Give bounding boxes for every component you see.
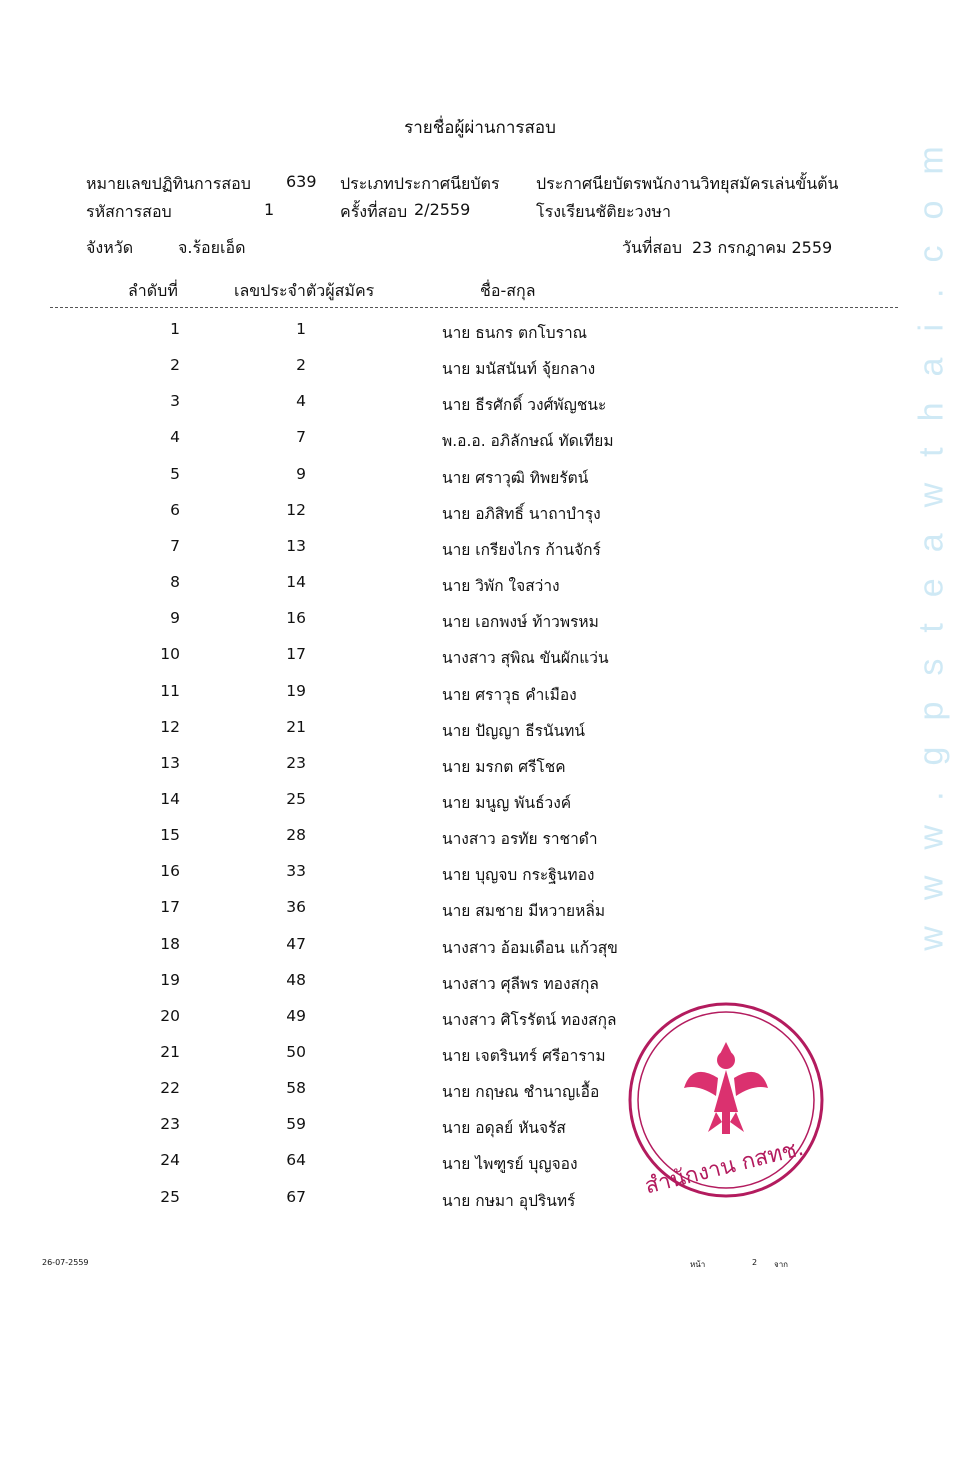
- order-cell: 21: [160, 1043, 180, 1061]
- applicant-id-cell: 2: [296, 356, 306, 375]
- order-cell: 3: [170, 392, 180, 411]
- name-cell: นาย วิพัก ใจสว่าง: [442, 577, 560, 596]
- name-cell: นาย บุญจบ กระฐินทอง: [442, 866, 595, 885]
- table-row: [0, 573, 960, 607]
- table-row: [0, 465, 960, 499]
- name-cell: นาย กฤษณ ชำนาญเอื้อ: [442, 1083, 600, 1102]
- name-cell: นาย ศราวุฒิ ทิพยรัตน์: [442, 468, 589, 487]
- order-cell: 5: [170, 464, 180, 483]
- order-cell: 8: [170, 573, 180, 592]
- column-header-name: ชื่อ-สกุล: [480, 281, 536, 300]
- applicant-id-cell: 7: [296, 428, 306, 447]
- exam-round-label: ครั้งที่สอบ: [340, 202, 408, 221]
- table-row: [0, 790, 960, 824]
- name-cell: นาย ปัญญา ธีรนันทน์: [442, 721, 585, 740]
- name-cell: นาย มนัสนันท์ จุ้ยกลาง: [442, 360, 596, 379]
- page-number: 2: [752, 1258, 758, 1267]
- applicant-id-cell: 58: [286, 1079, 306, 1098]
- exam-date-label: วันที่สอบ: [622, 238, 682, 257]
- applicant-id-cell: 16: [286, 609, 306, 628]
- table-row: [0, 501, 960, 535]
- applicant-id-cell: 33: [286, 862, 306, 881]
- table-row: [0, 862, 960, 896]
- order-cell: 15: [160, 826, 180, 845]
- applicant-id-cell: 48: [286, 970, 306, 989]
- name-cell: นาย เจตรินทร์ ศรีอาราม: [442, 1047, 606, 1065]
- table-row: [0, 320, 960, 354]
- province-value: จ.ร้อยเอ็ด: [178, 238, 246, 257]
- page-label: หน้า: [690, 1260, 706, 1269]
- applicant-id-cell: 25: [286, 789, 306, 808]
- name-cell: นางสาว อ้อมเดือน แก้วสุข: [442, 938, 618, 957]
- name-cell: นางสาว ศิโรรัตน์ ทองสกุล: [442, 1010, 617, 1029]
- order-cell: 12: [160, 717, 180, 736]
- official-seal: [626, 1000, 826, 1200]
- applicant-id-cell: 21: [286, 717, 306, 736]
- name-cell: นาย อดุลย์ หันจรัส: [442, 1119, 566, 1138]
- name-cell: นาย เกรียงไกร ก้านจักร์: [442, 540, 601, 559]
- exam-code-label: รหัสการสอบ: [86, 202, 172, 221]
- name-cell: นางสาว สุพิณ ขันผักแว่น: [442, 649, 609, 668]
- order-cell: 14: [160, 789, 180, 808]
- applicant-id-cell: 12: [286, 500, 306, 519]
- order-cell: 18: [160, 934, 180, 953]
- order-cell: 7: [170, 536, 180, 555]
- order-cell: 16: [160, 862, 180, 881]
- applicant-id-cell: 64: [286, 1151, 306, 1170]
- applicant-id-cell: 28: [286, 826, 306, 845]
- table-row: [0, 682, 960, 716]
- name-cell: นาย ธนกร ตกโบราณ: [442, 324, 588, 342]
- order-cell: 17: [160, 898, 180, 917]
- order-cell: 4: [170, 428, 180, 447]
- order-cell: 2: [170, 356, 180, 375]
- page-suffix: จาก: [774, 1260, 789, 1269]
- name-cell: นาย ธีรศักดิ์ วงศ์พัญชนะ: [442, 396, 607, 415]
- applicant-id-cell: 23: [286, 753, 306, 772]
- table-row: [0, 428, 960, 462]
- table-row: [0, 718, 960, 752]
- applicant-id-cell: 59: [286, 1115, 306, 1134]
- applicant-id-cell: 17: [286, 645, 306, 664]
- applicant-id-cell: 67: [286, 1187, 306, 1206]
- applicant-id-cell: 50: [286, 1043, 306, 1061]
- exam-number-value: 639: [286, 172, 317, 191]
- column-header-applicant-id: เลขประจำตัวผู้สมัคร: [234, 281, 375, 300]
- table-row: [0, 935, 960, 969]
- table-row: [0, 392, 960, 426]
- order-cell: 19: [160, 970, 180, 989]
- print-date: 26-07-2559: [42, 1258, 89, 1267]
- name-cell: นาย สมชาย มีหวายหลิ่ม: [442, 902, 606, 921]
- name-cell: นาย อภิสิทธิ์ นาถาบำรุง: [442, 504, 601, 523]
- province-label: จังหวัด: [86, 238, 134, 257]
- table-row: [0, 754, 960, 788]
- order-cell: 24: [160, 1151, 180, 1170]
- order-cell: 25: [160, 1187, 180, 1206]
- certificate-type-value: ประกาศนียบัตรพนักงานวิทยุสมัครเล่นขั้นต้น: [536, 174, 839, 193]
- order-cell: 13: [160, 753, 180, 772]
- applicant-id-cell: 13: [286, 536, 306, 555]
- applicant-id-cell: 9: [296, 464, 306, 483]
- name-cell: นางสาว อรทัย ราชาดำ: [442, 830, 598, 849]
- applicant-id-cell: 47: [286, 934, 306, 953]
- name-cell: นาย กษมา อุปรินทร์: [442, 1191, 576, 1210]
- page-title: รายชื่อผู้ผ่านการสอบ: [404, 118, 556, 138]
- column-header-order: ลำดับที่: [128, 281, 178, 300]
- order-cell: 23: [160, 1115, 180, 1134]
- certificate-type-label: ประเภทประกาศนียบัตร: [340, 174, 500, 193]
- table-row: [0, 898, 960, 932]
- order-cell: 1: [170, 320, 180, 338]
- name-cell: นาย มรกต ศรีโชค: [442, 757, 566, 776]
- order-cell: 22: [160, 1079, 180, 1098]
- name-cell: นาย ศราวุธ คำเมือง: [442, 685, 577, 704]
- exam-venue: โรงเรียนชัติยะวงษา: [536, 202, 671, 221]
- order-cell: 6: [170, 500, 180, 519]
- name-cell: นาย เอกพงษ์ ท้าวพรหม: [442, 613, 599, 632]
- exam-date-value: 23 กรกฎาคม 2559: [692, 238, 833, 257]
- order-cell: 9: [170, 609, 180, 628]
- exam-round-value: 2/2559: [414, 200, 471, 219]
- order-cell: 20: [160, 1006, 180, 1025]
- seal-text: สำนักงาน กสทช.: [642, 1135, 807, 1200]
- name-cell: นาย มนูญ พันธ์วงค์: [442, 793, 572, 812]
- watermark: www.gpsteawthai.com: [912, 119, 951, 951]
- table-row: [0, 609, 960, 643]
- name-cell: นาย ไพฑูรย์ บุญจอง: [442, 1155, 578, 1174]
- order-cell: 10: [160, 645, 180, 664]
- applicant-id-cell: 36: [286, 898, 306, 917]
- name-cell: นางสาว ศุลีพร ทองสกุล: [442, 974, 599, 993]
- applicant-id-cell: 4: [296, 392, 306, 411]
- table-row: [0, 537, 960, 571]
- table-row: [0, 356, 960, 390]
- applicant-id-cell: 14: [286, 573, 306, 592]
- order-cell: 11: [160, 681, 180, 700]
- table-row: [0, 826, 960, 860]
- applicant-id-cell: 49: [286, 1006, 306, 1025]
- header-divider: [50, 307, 898, 308]
- table-row: [0, 645, 960, 679]
- name-cell: พ.อ.อ. อภิลักษณ์ ทัดเทียม: [442, 432, 614, 451]
- exam-number-label: หมายเลขปฏิทินการสอบ: [86, 174, 251, 193]
- exam-code-value: 1: [264, 200, 275, 219]
- applicant-id-cell: 1: [296, 320, 306, 338]
- applicant-id-cell: 19: [286, 681, 306, 700]
